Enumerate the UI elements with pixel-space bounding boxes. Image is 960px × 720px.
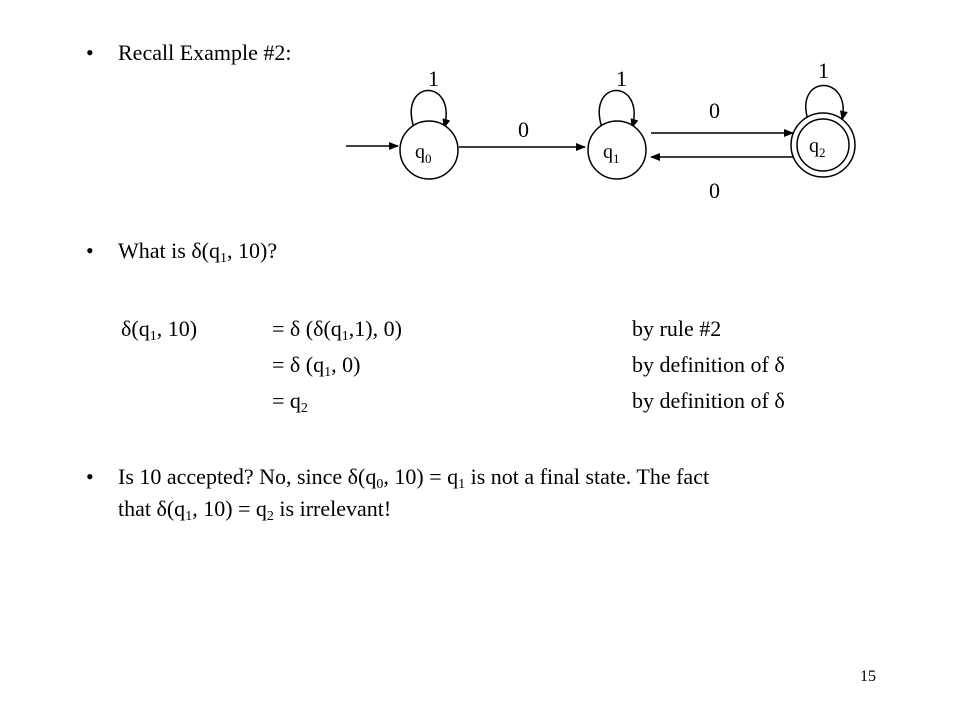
bullet-marker: • bbox=[86, 40, 94, 65]
state-q1-label: $q_1$ bbox=[603, 141, 620, 166]
loop-label-q2: 1 bbox=[818, 58, 829, 83]
derivation-step: = $q_2$ bbox=[272, 388, 308, 416]
state-q0-circle bbox=[400, 121, 458, 179]
derivation-lhs: $\delta(q_1$, 10) bbox=[121, 316, 198, 344]
loop-label-q1: 1 bbox=[616, 66, 627, 91]
loop-label-q0: 1 bbox=[428, 66, 439, 91]
bullet-is-10-accepted-line1: Is 10 accepted? No, since $\delta(q_0$, $10) = q_1$ is not a final state. The fact bbox=[118, 464, 710, 492]
state-q2-label: $q_2$ bbox=[809, 135, 826, 160]
derivation-step: = δ ($q_1$, 0) bbox=[272, 352, 361, 380]
derivation-reason: by rule #2 bbox=[632, 316, 722, 341]
page-number: 15 bbox=[860, 668, 876, 685]
state-q1-circle bbox=[588, 121, 646, 179]
bullet-marker: • bbox=[86, 238, 94, 263]
edge-label-q0-q1: 0 bbox=[518, 117, 529, 142]
edge-label-q1-q2: 0 bbox=[709, 98, 720, 123]
bullet-recall-example: Recall Example #2: bbox=[118, 40, 292, 65]
derivation-reason: by definition of δ bbox=[632, 352, 785, 377]
bullet-what-is-delta: What is $\delta(q_1$, 10)? bbox=[118, 238, 278, 266]
derivation-reason: by definition of δ bbox=[632, 388, 785, 413]
bullet-marker: • bbox=[86, 464, 94, 489]
state-q0-label: $q_0$ bbox=[415, 141, 432, 166]
derivation-step: = δ ($\delta(q_1,1)$, 0) bbox=[272, 316, 402, 344]
edge-label-q2-q1: 0 bbox=[709, 178, 720, 203]
bullet-is-10-accepted-line2: that $\delta(q_1$, $10) = q_2$ is irrelevant! bbox=[118, 496, 392, 524]
